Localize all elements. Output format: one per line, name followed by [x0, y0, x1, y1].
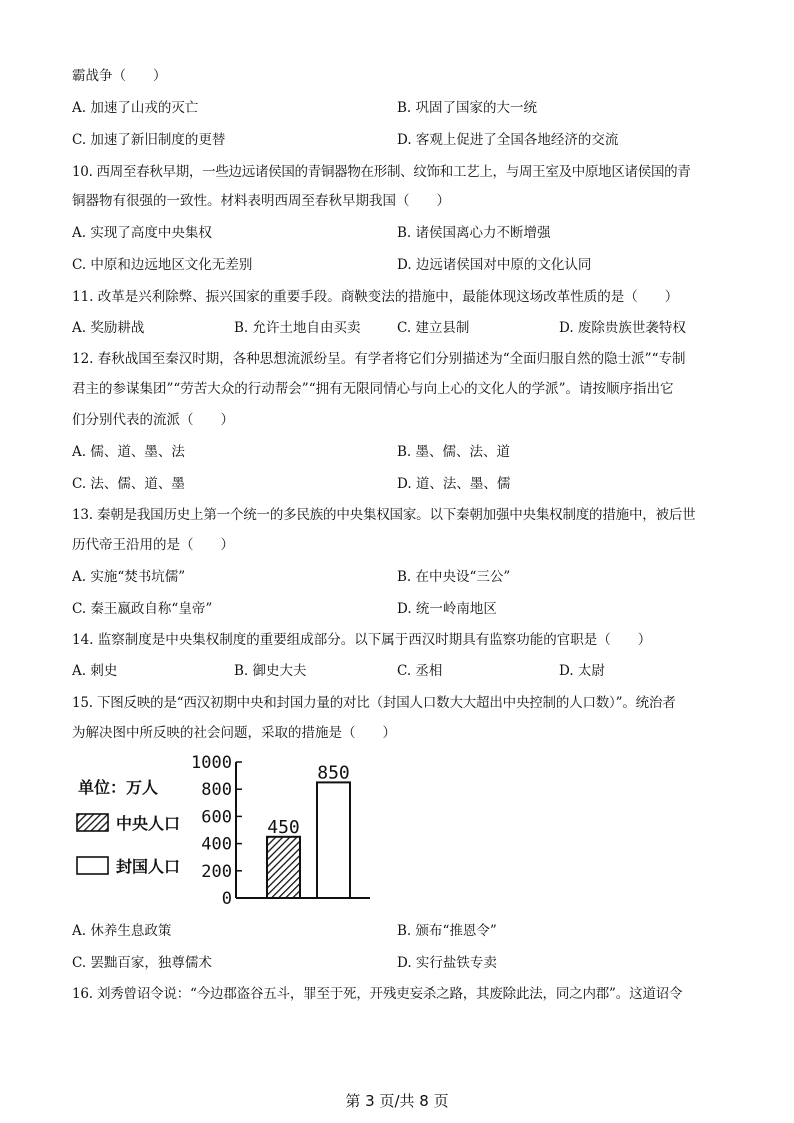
option-b: B. 颁布“推恩令”	[397, 923, 497, 939]
option-c: C. 法、儒、道、墨	[72, 476, 185, 492]
option-a: A. 儒、道、墨、法	[72, 444, 185, 460]
option-a: A. 实现了高度中央集权	[72, 225, 212, 241]
option-d: D. 统一岭南地区	[397, 601, 497, 617]
legend-swatch-central	[77, 814, 108, 831]
question-13-text: 历代帝王沿用的是（ ）	[72, 537, 234, 553]
question-13-text: 13. 秦朝是我国历史上第一个统一的多民族的中央集权国家。以下秦朝加强中央集权制度的措施中，被后世	[72, 507, 696, 523]
option-c: C. 中原和边远地区文化无差别	[72, 257, 253, 273]
question-15-text: 15. 下图反映的是“西汉初期中央和封国力量的对比（封国人口数大大超出中央控制的人口数）”。统治者	[72, 695, 676, 711]
question-15-text: 为解决图中所反映的社会问题，采取的措施是（ ）	[72, 725, 396, 741]
y-tick-label: 400	[201, 834, 232, 855]
option-a: A. 奖励耕战	[72, 320, 145, 336]
option-d: D. 边远诸侯国对中原的文化认同	[397, 257, 592, 273]
option-c: C. 建立县制	[397, 320, 470, 336]
question-12-text: 们分别代表的流派（ ）	[72, 412, 234, 428]
option-b: B. 在中央设“三公”	[397, 569, 511, 585]
option-a: A. 休养生息政策	[72, 923, 172, 939]
y-tick-label: 0	[221, 889, 232, 904]
option-b: B. 御史大夫	[234, 663, 307, 679]
question-12-text: 君主的参谋集团”“劳苦大众的行动帮会”“拥有无限同情心与向上心的文化人的学派”。请按顺序指出它	[72, 381, 674, 397]
y-tick-label: 200	[201, 861, 232, 882]
option-c: C. 秦王嬴政自称“皇帝”	[72, 601, 213, 617]
unit-label: 单位：万人	[78, 778, 159, 797]
option-a: A. 刺史	[72, 663, 118, 679]
text-line: 霸战争（ ）	[72, 68, 167, 84]
y-tick-label: 600	[201, 807, 232, 828]
question-10-text: 10. 西周至春秋早期，一些边远诸侯国的青铜器物在形制、纹饰和工艺上，与周王室及中原地区诸侯国的青	[72, 164, 691, 180]
option-b: B. 墨、儒、法、道	[397, 444, 511, 460]
option-d: D. 道、法、墨、儒	[397, 476, 511, 492]
data-label-fief: 850	[317, 762, 350, 784]
page-footer: 第 3 页/共 8 页	[345, 1092, 449, 1110]
population-bar-chart	[70, 752, 380, 904]
option-c: C. 丞相	[397, 663, 443, 679]
option-c: C. 加速了新旧制度的更替	[72, 132, 226, 148]
y-tick-label: 1000	[191, 753, 232, 773]
question-12-text: 12. 春秋战国至秦汉时期，各种思想流派纷呈。有学者将它们分别描述为“全面归服自然的隐士派”“专制	[72, 351, 686, 367]
question-16-text: 16. 刘秀曾诏令说：“今边郡盗谷五斗，罪至于死，开残吏妄杀之路，其废除此法，同之内郡”。这道诏令	[72, 986, 683, 1002]
option-b: B. 诸侯国离心力不断增强	[397, 225, 551, 241]
legend-swatch-fief	[77, 857, 108, 874]
data-label-central: 450	[267, 816, 300, 838]
bar-fief	[317, 782, 350, 898]
option-a: A. 实施“焚书坑儒”	[72, 569, 186, 585]
y-tick-label: 800	[201, 780, 232, 801]
option-d: D. 实行盐铁专卖	[397, 955, 497, 971]
legend-label-fief: 封国人口	[116, 857, 181, 876]
option-b: B. 巩固了国家的大一统	[397, 100, 538, 116]
option-c: C. 罢黜百家，独尊儒术	[72, 955, 212, 971]
question-10-text: 铜器物有很强的一致性。材料表明西周至春秋早期我国（ ）	[72, 193, 450, 209]
option-a: A. 加速了山戎的灭亡	[72, 100, 199, 116]
question-14-text: 14. 监察制度是中央集权制度的重要组成部分。以下属于西汉时期具有监察功能的官职是（ ）	[72, 632, 652, 648]
legend-label-central: 中央人口	[116, 814, 181, 833]
bar-central	[267, 837, 300, 898]
question-11-text: 11. 改革是兴利除弊、振兴国家的重要手段。商鞅变法的措施中，最能体现这场改革性质的是（ ）	[72, 289, 679, 305]
option-d: D. 客观上促进了全国各地经济的交流	[397, 132, 619, 148]
option-d: D. 太尉	[559, 663, 605, 679]
option-d: D. 废除贵族世袭特权	[559, 320, 686, 336]
option-b: B. 允许土地自由买卖	[234, 320, 361, 336]
